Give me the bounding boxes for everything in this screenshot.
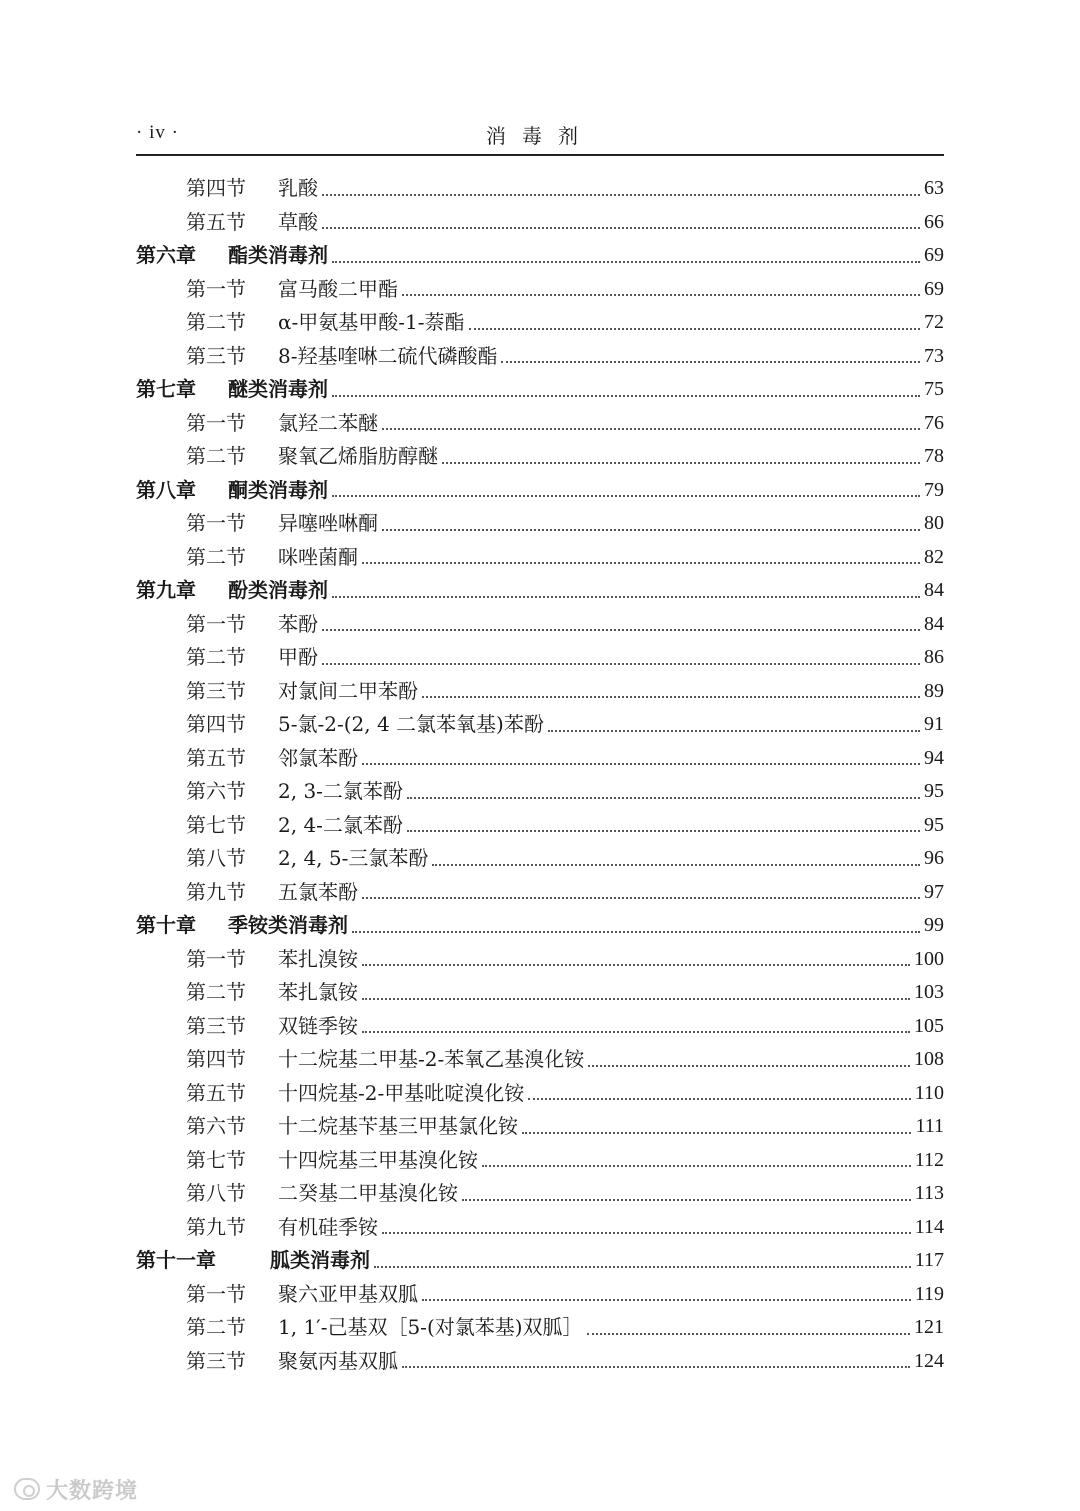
dot-leader [482, 1165, 911, 1167]
toc-chapter-entry[interactable] [136, 239, 944, 273]
toc-entry-label: 第九节 [186, 1214, 246, 1239]
dot-leader [332, 395, 920, 397]
dot-leader [407, 797, 920, 799]
toc-entry-label: 第七节 [186, 812, 246, 837]
toc-section-entry[interactable] [136, 306, 944, 340]
toc-entry-label: 第二节 [186, 310, 246, 334]
toc-entry-title: 十四烷基-2-甲基吡啶溴化铵 [278, 1080, 525, 1105]
toc-entry-title: 双链季铵 [278, 1013, 358, 1038]
toc-entry-title: 苯酚 [278, 611, 318, 636]
toc-entry-title: 聚氨丙基双胍 [278, 1348, 398, 1373]
toc-section-entry[interactable] [136, 1311, 944, 1345]
toc-page-number: 86 [924, 646, 944, 668]
toc-page-number: 66 [924, 210, 944, 233]
toc-entry-label: 第八节 [186, 1181, 246, 1205]
toc-entry-label: 第二节 [186, 980, 246, 1004]
dot-leader [402, 1366, 910, 1368]
toc-entry-label: 第五节 [186, 745, 246, 770]
toc-section-entry[interactable] [136, 809, 944, 843]
toc-page-number: 76 [924, 411, 944, 434]
toc-entry-title: 十二烷基二甲基-2-苯氧乙基溴化铵 [278, 1047, 585, 1071]
dot-leader [362, 763, 920, 765]
toc-section-entry[interactable] [136, 340, 944, 374]
toc-section-entry[interactable] [136, 440, 944, 474]
toc-page-number: 72 [924, 311, 944, 333]
dot-leader [501, 361, 920, 363]
dot-leader [362, 998, 910, 1000]
toc-entry-label: 第三节 [186, 1013, 246, 1038]
toc-page-number: 75 [924, 378, 944, 400]
toc-entry-title: 十四烷基三甲基溴化铵 [278, 1147, 478, 1172]
toc-entry-label: 第八章 [136, 477, 196, 502]
toc-entry-label: 第二节 [186, 645, 246, 669]
dot-leader [322, 227, 920, 229]
toc-entry-title: α-甲氨基甲酸-1-萘酯 [278, 310, 465, 334]
toc-entry-title: 8-羟基喹啉二硫代磷酸酯 [278, 343, 498, 368]
watermark-text: 大数跨境 [46, 1478, 139, 1504]
toc-entry-label: 第四节 [186, 1047, 246, 1071]
toc-page-number: 79 [924, 478, 944, 501]
toc-entry-title: 2, 4-二氯苯酚 [278, 812, 403, 837]
toc-entry-title: 胍类消毒剂 [270, 1248, 370, 1272]
dot-leader [382, 428, 920, 430]
toc-entry-title: 5-氯-2-(2, 4 二氯苯氧基)苯酚 [278, 712, 544, 736]
toc-entry-label: 第十章 [136, 913, 196, 937]
toc-page-number: 100 [914, 947, 944, 970]
toc-entry-title: 富马酸二甲酯 [278, 276, 398, 301]
toc-page-number: 99 [924, 914, 944, 936]
toc-chapter-entry[interactable] [136, 474, 944, 508]
toc-section-entry[interactable] [136, 172, 944, 206]
toc-page-number: 114 [914, 1215, 944, 1238]
toc-entry-title: 乳酸 [278, 176, 318, 200]
dot-leader [407, 830, 920, 832]
toc-entry-title: 甲酚 [278, 645, 318, 669]
toc-entry-label: 第六节 [186, 779, 246, 803]
toc-entry-label: 第一节 [186, 1281, 246, 1306]
page-header [136, 118, 944, 156]
toc-entry-label: 第十一章 [136, 1248, 216, 1272]
toc-page-number: 124 [914, 1349, 944, 1372]
toc-section-entry[interactable] [136, 1211, 944, 1245]
toc-chapter-entry[interactable] [136, 373, 944, 407]
toc-section-entry[interactable] [136, 1177, 944, 1211]
toc-entry-title: 对氯间二甲苯酚 [278, 678, 418, 703]
page-number: · iv · [136, 122, 179, 143]
toc-entry-label: 第九章 [136, 578, 196, 602]
toc-section-entry[interactable] [136, 842, 944, 876]
watermark [14, 1474, 138, 1504]
toc-entry-title: 五氯苯酚 [278, 879, 358, 904]
toc-section-entry[interactable] [136, 675, 944, 709]
toc-section-entry[interactable] [136, 641, 944, 675]
toc-page-number: 95 [924, 813, 944, 836]
toc-entry-label: 第五节 [186, 209, 246, 234]
dot-leader [362, 897, 920, 899]
toc-entry-label: 第六节 [186, 1114, 246, 1138]
toc-section-entry[interactable] [136, 1077, 944, 1111]
running-title: 消毒剂 [486, 124, 594, 148]
toc-entry-title: 酚类消毒剂 [228, 578, 328, 602]
toc-page-number: 69 [924, 277, 944, 300]
dot-leader [362, 1031, 910, 1033]
toc-entry-label: 第一节 [186, 511, 246, 535]
toc-page-number: 119 [914, 1282, 944, 1305]
toc-chapter-entry[interactable] [136, 1244, 944, 1278]
toc-page-number: 94 [924, 746, 944, 769]
toc-entry-label: 第一节 [186, 276, 246, 301]
toc-entry-title: 酮类消毒剂 [228, 477, 328, 502]
toc-entry-label: 第七节 [186, 1147, 246, 1172]
toc-entry-title: 邻氯苯酚 [278, 745, 358, 770]
toc-entry-title: 有机硅季铵 [278, 1214, 378, 1239]
toc-entry-label: 第九节 [186, 879, 246, 904]
toc-section-entry[interactable] [136, 1278, 944, 1312]
toc-entry-title: 2, 4, 5-三氯苯酚 [278, 846, 429, 870]
watermark-logo-icon [14, 1478, 40, 1500]
toc-entry-label: 第一节 [186, 946, 246, 971]
dot-leader [322, 663, 920, 665]
toc-section-entry[interactable] [136, 1110, 944, 1144]
dot-leader [462, 1199, 911, 1201]
toc-page-number: 112 [914, 1148, 944, 1171]
toc-entry-title: 酯类消毒剂 [228, 243, 328, 267]
toc-chapter-entry[interactable] [136, 909, 944, 943]
toc-page-number: 73 [924, 344, 944, 367]
dot-leader [332, 495, 920, 497]
toc-entry-title: 草酸 [278, 209, 318, 234]
toc-section-entry[interactable] [136, 1345, 944, 1379]
toc-page-number: 91 [924, 713, 944, 735]
toc-page-number: 111 [915, 1115, 944, 1137]
toc-section-entry[interactable] [136, 608, 944, 642]
toc-section-entry[interactable] [136, 407, 944, 441]
toc-entry-label: 第一节 [186, 410, 246, 435]
toc-entry-label: 第五节 [186, 1080, 246, 1105]
toc-section-entry[interactable] [136, 541, 944, 575]
dot-leader [522, 1132, 911, 1134]
toc-page-number: 84 [924, 612, 944, 635]
toc-section-entry[interactable] [136, 1043, 944, 1077]
toc-entry-label: 第二节 [186, 1315, 246, 1339]
toc-entry-title: 聚氧乙烯脂肪醇醚 [278, 444, 438, 468]
toc-section-entry[interactable] [136, 775, 944, 809]
toc-entry-title: 苯扎氯铵 [278, 980, 358, 1004]
dot-leader [442, 462, 920, 464]
toc-section-entry[interactable] [136, 1010, 944, 1044]
toc-entry-label: 第三节 [186, 343, 246, 368]
toc-page-number: 103 [914, 981, 944, 1003]
dot-leader [402, 294, 920, 296]
toc-section-entry[interactable] [136, 1144, 944, 1178]
dot-leader [587, 1333, 910, 1335]
dot-leader [382, 1232, 911, 1234]
toc-entry-title: 2, 3-二氯苯酚 [278, 779, 403, 803]
toc-page-number: 95 [924, 780, 944, 802]
dot-leader [322, 194, 920, 196]
toc-entry-title: 咪唑菌酮 [278, 544, 358, 569]
toc-entry-label: 第二节 [186, 444, 246, 468]
dot-leader [588, 1065, 910, 1067]
toc-page-number: 117 [914, 1249, 944, 1271]
dot-leader [374, 1266, 911, 1268]
dot-leader [332, 596, 920, 598]
toc-entry-label: 第三节 [186, 1348, 246, 1373]
toc-page-number: 80 [924, 512, 944, 534]
toc-page-number: 82 [924, 545, 944, 568]
toc-page-number: 121 [914, 1316, 944, 1338]
toc-page-number: 96 [924, 847, 944, 869]
toc-section-entry[interactable] [136, 876, 944, 910]
toc-entry-label: 第六章 [136, 243, 196, 267]
toc-entry-title: 十二烷基苄基三甲基氯化铵 [278, 1114, 518, 1138]
toc-entry-label: 第四节 [186, 176, 246, 200]
toc-page-number: 108 [914, 1048, 944, 1070]
toc-entry-label: 第七章 [136, 377, 196, 401]
toc-entry-label: 第四节 [186, 712, 246, 736]
toc-entry-title: 异噻唑啉酮 [278, 511, 378, 535]
toc-entry-title: 醚类消毒剂 [228, 377, 328, 401]
dot-leader [469, 328, 920, 330]
dot-leader [548, 730, 920, 732]
toc-section-entry[interactable] [136, 742, 944, 776]
toc-page-number: 84 [924, 579, 944, 601]
toc-entry-title: 苯扎溴铵 [278, 946, 358, 971]
toc-entry-title: 聚六亚甲基双胍 [278, 1281, 418, 1306]
toc-page-number: 110 [914, 1081, 944, 1104]
toc-entry-title: 二癸基二甲基溴化铵 [278, 1181, 458, 1205]
toc-section-entry[interactable] [136, 708, 944, 742]
toc-entry-title: 季铵类消毒剂 [228, 913, 348, 937]
table-of-contents [136, 172, 944, 1378]
toc-page-number: 89 [924, 679, 944, 702]
dot-leader [422, 1299, 911, 1301]
dot-leader [422, 696, 920, 698]
toc-section-entry[interactable] [136, 206, 944, 240]
dot-leader [382, 529, 920, 531]
toc-chapter-entry[interactable] [136, 574, 944, 608]
dot-leader [362, 964, 910, 966]
toc-page-number: 69 [924, 244, 944, 266]
toc-entry-title: 氯羟二苯醚 [278, 410, 378, 435]
toc-entry-label: 第八节 [186, 846, 246, 870]
toc-section-entry[interactable] [136, 976, 944, 1010]
toc-page-number: 105 [914, 1014, 944, 1037]
toc-section-entry[interactable] [136, 273, 944, 307]
dot-leader [362, 562, 920, 564]
toc-entry-label: 第二节 [186, 544, 246, 569]
toc-page-number: 63 [924, 177, 944, 199]
toc-section-entry[interactable] [136, 507, 944, 541]
toc-entry-label: 第三节 [186, 678, 246, 703]
dot-leader [432, 864, 920, 866]
toc-page-number: 78 [924, 445, 944, 467]
toc-section-entry[interactable] [136, 943, 944, 977]
dot-leader [352, 931, 920, 933]
toc-page-number: 97 [924, 880, 944, 903]
toc-page-number: 113 [914, 1182, 944, 1204]
toc-entry-title: 1, 1′-己基双［5-(对氯苯基)双胍］ [278, 1315, 583, 1339]
dot-leader [332, 261, 920, 263]
dot-leader [322, 629, 920, 631]
dot-leader [528, 1098, 910, 1100]
toc-entry-label: 第一节 [186, 611, 246, 636]
